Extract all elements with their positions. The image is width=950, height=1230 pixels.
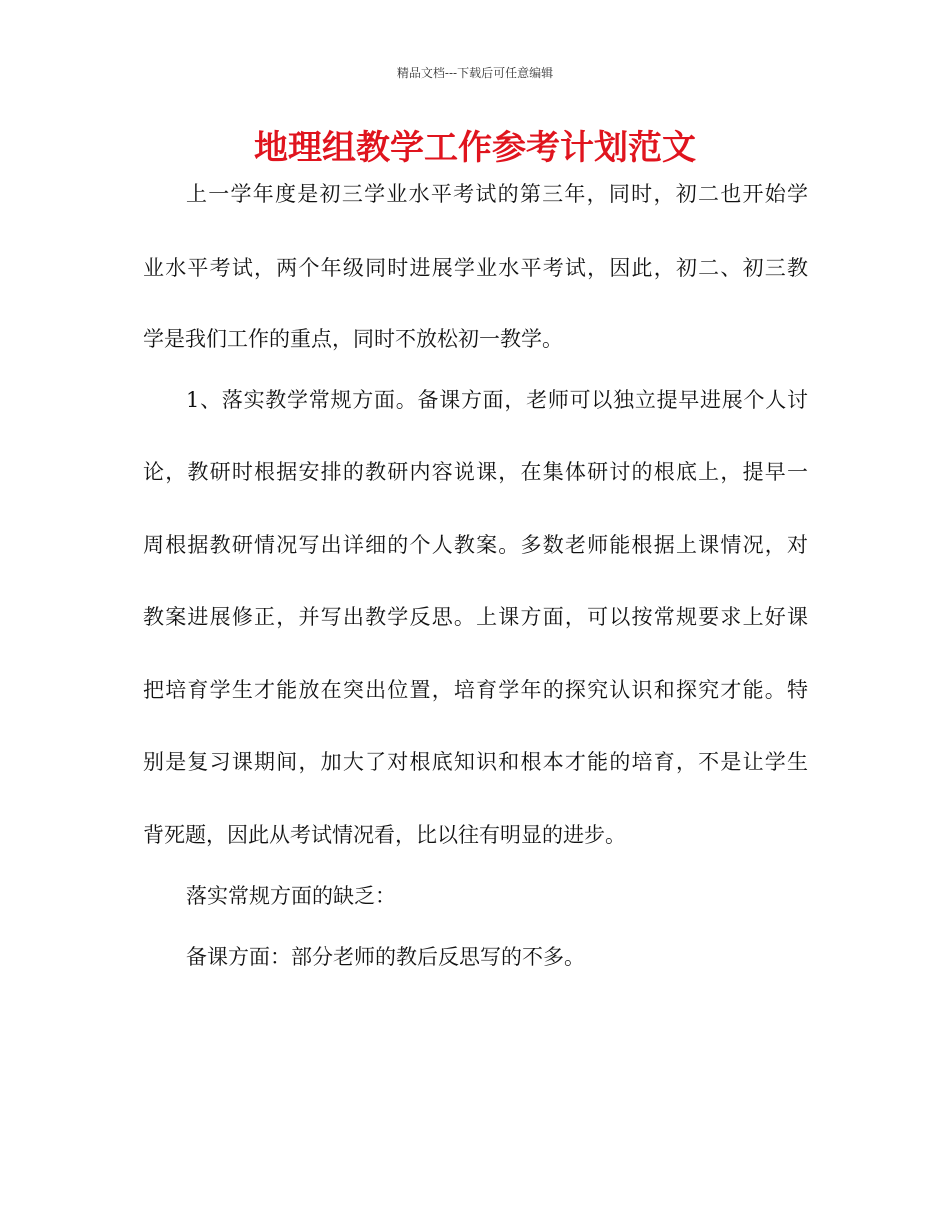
document-title: 地理组教学工作参考计划范文 [254, 128, 696, 168]
paragraph-2-line-7: 背死题，因此从考试情况看，比以往有明显的进步。 [143, 823, 626, 847]
paragraph-1-line-1: 上一学年度是初三学业水平考试的第三年，同时，初二也开始学 [186, 182, 808, 206]
paragraph-2-line-3: 周根据教研情况写出详细的个人教案。多数老师能根据上课情况，对 [143, 533, 808, 557]
paragraph-2-line-1: 1、落实教学常规方面。备课方面，老师可以独立提早进展个人讨 [186, 388, 808, 412]
paragraph-2-line-6: 别是复习课期间，加大了对根底知识和根本才能的培育，不是让学生 [143, 750, 808, 774]
paragraph-2-line-4: 教案进展修正，并写出教学反思。上课方面，可以按常规要求上好课 [143, 605, 808, 629]
paragraph-1-line-2: 业水平考试，两个年级同时进展学业水平考试，因此，初二、初三教 [143, 256, 808, 280]
paragraph-3: 落实常规方面的缺乏： [186, 884, 396, 908]
paragraph-2-line-2: 论，教研时根据安排的教研内容说课，在集体研讨的根底上，提早一 [143, 460, 808, 484]
paragraph-2-line-5: 把培育学生才能放在突出位置，培育学年的探究认识和探究才能。特 [143, 678, 808, 702]
paragraph-1-line-3: 学是我们工作的重点，同时不放松初一教学。 [143, 327, 563, 351]
page-header: 精品文档---下载后可任意编辑 [396, 66, 554, 80]
paragraph-4: 备课方面：部分老师的教后反思写的不多。 [186, 945, 585, 969]
